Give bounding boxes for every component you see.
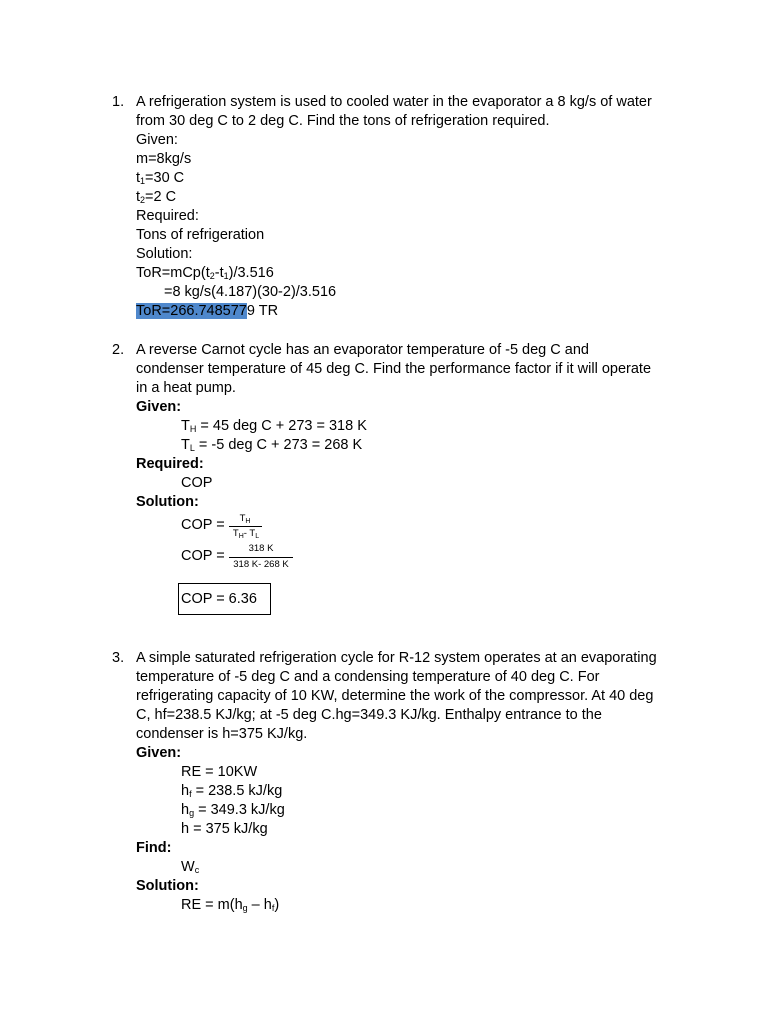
given-tl: $T_L = -5$ deg C + 273 = 268 K — [181, 437, 363, 453]
fraction-bar — [229, 557, 293, 558]
required-text: COP — [181, 475, 213, 491]
cop-label: COP = — [181, 517, 225, 533]
statement-line: refrigerating capacity of 10 KW, determine the work of the compressor. At 40 deg — [136, 688, 654, 704]
given-hf: $h_f = 238.5$ kJ/kg — [181, 783, 283, 799]
given-label: Given: — [136, 132, 178, 148]
highlighted-result: ToR=266.748577 — [136, 303, 247, 319]
re-formula: RE = $m(h_g - h_f)$ — [181, 897, 280, 913]
given-h: h = 375 kJ/kg — [181, 821, 268, 837]
find-label: Find: — [136, 840, 172, 856]
required-label: Required: — [136, 208, 199, 224]
given-th: $T_H = 45$ deg C + 273 = 318 K — [181, 418, 367, 434]
given-label: Given: — [136, 399, 182, 415]
problem-number: 2. — [112, 342, 125, 358]
solution-label: Solution: — [136, 246, 193, 262]
given-hg: $h_g = 349.3$ kJ/kg — [181, 802, 285, 818]
problem-number: 1. — [112, 94, 125, 110]
tor-result: ToR=266.7485779 TR — [136, 303, 279, 319]
fraction-numerator: 318 K — [248, 543, 274, 554]
statement-line: A reverse Carnot cycle has an evaporator temperature of -5 deg C and — [136, 342, 589, 358]
statement-line: temperature of -5 deg C and a condensing temperature of 40 deg C. For — [136, 669, 600, 685]
fraction-denominator: $T_H-$ $T_L$ — [232, 528, 260, 540]
statement-line: condenser temperature of 45 deg C. Find the performance factor if it will operate — [136, 361, 652, 377]
given-re: RE = 10KW — [181, 764, 258, 780]
solution-label: Solution: — [136, 878, 199, 894]
cop-label: COP = — [181, 548, 225, 564]
fraction-denominator: 318 K- 268 K — [233, 559, 289, 570]
given-mass: m=8kg/s — [136, 151, 192, 167]
statement-line: from 30 deg C to 2 deg C. Find the tons of refrigeration required. — [136, 113, 550, 129]
tor-formula: $ToR=mCp(t_2-t_1)/3.516$ — [136, 265, 274, 281]
given-label: Given: — [136, 745, 182, 761]
statement-line: condenser is h=375 KJ/kg. — [136, 726, 308, 742]
statement-line: C, hf=238.5 KJ/kg; at -5 deg C.hg=349.3 KJ/kg. Enthalpy entrance to the — [136, 707, 602, 723]
given-t1: $t_1=30$ C — [136, 170, 185, 186]
cop-answer: COP = 6.36 — [181, 591, 257, 607]
required-text: Tons of refrigeration — [136, 227, 265, 243]
statement-line: A simple saturated refrigeration cycle for R-12 system operates at an evaporating — [136, 650, 657, 666]
find-wc: $W_c$ — [181, 859, 200, 875]
given-t2: $t_2=2$ C — [136, 189, 177, 205]
fraction-bar — [229, 526, 262, 527]
tor-substitution: =8 kg/s(4.187)(30-2)/3.516 — [164, 284, 337, 300]
solution-label: Solution: — [136, 494, 199, 510]
statement-line: in a heat pump. — [136, 380, 236, 396]
fraction-numerator: $T_H$ — [239, 513, 251, 525]
required-label: Required: — [136, 456, 204, 472]
statement-line: A refrigeration system is used to cooled water in the evaporator a 8 kg/s of water — [136, 94, 652, 110]
problem-number: 3. — [112, 650, 125, 666]
